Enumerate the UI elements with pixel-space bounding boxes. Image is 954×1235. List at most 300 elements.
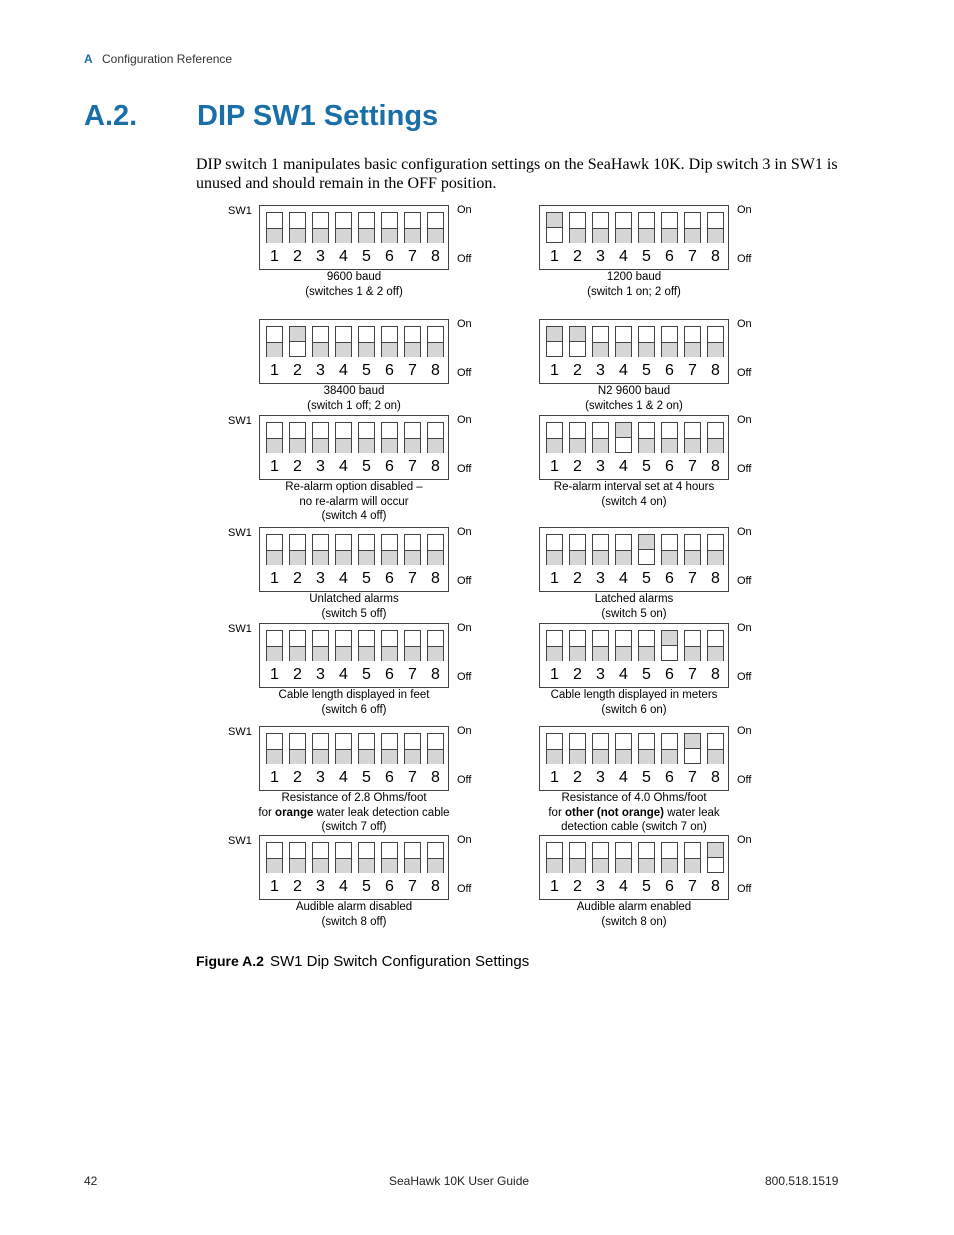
dip-switch-number: 3 xyxy=(316,878,325,895)
dip-switch-number: 1 xyxy=(270,248,279,265)
dip-switch-number: 6 xyxy=(385,570,394,587)
dip-switch-number: 1 xyxy=(550,458,559,475)
dip-switch-number: 2 xyxy=(293,248,302,265)
dip-switch-lever xyxy=(428,858,443,873)
caption-line: Cable length displayed in feet xyxy=(278,689,430,701)
dip-switch-8 xyxy=(427,422,444,453)
off-label: Off xyxy=(737,575,752,587)
on-label: On xyxy=(457,622,472,634)
caption-line: (switch 5 off) xyxy=(321,607,387,620)
dip-switch-6 xyxy=(381,733,398,764)
dip-switch-8 xyxy=(427,842,444,873)
dip-switch-number: 2 xyxy=(573,362,582,379)
dip-panel-audible-enabled xyxy=(508,833,752,948)
dip-switch-2 xyxy=(289,422,306,453)
dip-switch-lever xyxy=(313,646,328,661)
dip-panel-caption xyxy=(508,900,760,929)
dip-switch-lever xyxy=(336,342,351,357)
on-label: On xyxy=(457,204,472,216)
caption-line: for other (not orange) water leak xyxy=(548,806,720,819)
dip-switch-2 xyxy=(569,422,586,453)
dip-switch-1 xyxy=(266,842,283,873)
dip-switch-lever xyxy=(708,749,723,764)
dip-switch-5 xyxy=(638,422,655,453)
dip-switch-lever xyxy=(336,438,351,453)
dip-switch-lever xyxy=(662,858,677,873)
dip-switch-lever xyxy=(267,438,282,453)
dip-switch-5 xyxy=(358,733,375,764)
on-label: On xyxy=(457,414,472,426)
dip-switch-number: 2 xyxy=(573,458,582,475)
dip-switch-1 xyxy=(546,326,563,357)
dip-switch-lever xyxy=(639,228,654,243)
on-label: On xyxy=(457,318,472,330)
dip-switch-lever xyxy=(662,749,677,764)
caption-line: (switch 8 off) xyxy=(321,915,387,928)
dip-switch-number: 7 xyxy=(688,248,697,265)
dip-switch-3 xyxy=(592,534,609,565)
dip-switch-3 xyxy=(592,422,609,453)
dip-switch-lever xyxy=(616,749,631,764)
dip-switch-3 xyxy=(312,212,329,243)
figure-caption-text: SW1 Dip Switch Configuration Settings xyxy=(269,953,530,970)
dip-switch-1 xyxy=(266,326,283,357)
dip-switch-2 xyxy=(569,326,586,357)
dip-switch-lever xyxy=(593,550,608,565)
dip-switch-2 xyxy=(569,630,586,661)
dip-switch-number: 4 xyxy=(619,769,628,786)
dip-switch-8 xyxy=(427,212,444,243)
dip-switch-4 xyxy=(335,534,352,565)
dip-switch-number: 5 xyxy=(362,878,371,895)
dip-switch-number: 6 xyxy=(385,458,394,475)
off-label: Off xyxy=(457,883,472,895)
dip-switch-5 xyxy=(358,326,375,357)
dip-switch-number: 3 xyxy=(316,769,325,786)
dip-switch-number: 6 xyxy=(665,666,674,683)
dip-switch-lever xyxy=(405,749,420,764)
page-title xyxy=(84,100,438,133)
off-label: Off xyxy=(457,671,472,683)
dip-switch-number: 3 xyxy=(596,769,605,786)
dip-panel-cable-meters xyxy=(508,621,752,736)
dip-switch-number: 5 xyxy=(642,458,651,475)
off-label: Off xyxy=(737,883,752,895)
caption-line: (switches 1 & 2 off) xyxy=(305,285,403,298)
dip-switch-number: 8 xyxy=(431,878,440,895)
dip-switch-number: 7 xyxy=(688,458,697,475)
dip-switch-4 xyxy=(615,534,632,565)
dip-panel-caption xyxy=(508,480,760,509)
dip-switch-7 xyxy=(684,842,701,873)
dip-switch-number: 4 xyxy=(339,248,348,265)
dip-switch-2 xyxy=(289,326,306,357)
off-label: Off xyxy=(737,671,752,683)
dip-switch-8 xyxy=(707,733,724,764)
dip-switch-2 xyxy=(569,534,586,565)
dip-switch-lever xyxy=(708,438,723,453)
dip-switch-lever xyxy=(336,228,351,243)
on-label: On xyxy=(737,414,752,426)
off-label: Off xyxy=(737,463,752,475)
dip-switch-number: 3 xyxy=(316,570,325,587)
dip-switch-1 xyxy=(266,422,283,453)
caption-line: 38400 baud xyxy=(323,385,385,397)
dip-panel-caption xyxy=(508,791,760,835)
dip-switch-1 xyxy=(266,534,283,565)
dip-switch-lever xyxy=(428,646,443,661)
dip-switch-number: 7 xyxy=(408,458,417,475)
caption-line: Re-alarm option disabled – xyxy=(285,481,423,493)
dip-switch-7 xyxy=(684,630,701,661)
dip-switch-lever xyxy=(405,550,420,565)
dip-switch-6 xyxy=(381,534,398,565)
dip-switch-2 xyxy=(289,630,306,661)
dip-switch-lever xyxy=(290,646,305,661)
caption-line: no re-alarm will occur xyxy=(299,495,409,508)
dip-panel-cable-feet xyxy=(228,621,472,736)
dip-switch-6 xyxy=(661,534,678,565)
dip-switch-6 xyxy=(381,422,398,453)
dip-switch-lever xyxy=(593,858,608,873)
dip-switch-number: 3 xyxy=(596,878,605,895)
figure-label: Figure A.2 xyxy=(196,953,264,969)
dip-switch-number: 1 xyxy=(550,878,559,895)
caption-line: Audible alarm enabled xyxy=(576,901,692,913)
dip-panel-resistance-2-8 xyxy=(228,724,472,839)
caption-line: 9600 baud xyxy=(326,271,382,283)
dip-switch-7 xyxy=(404,733,421,764)
off-label: Off xyxy=(457,575,472,587)
dip-switch-lever xyxy=(405,228,420,243)
dip-switch-5 xyxy=(638,326,655,357)
dip-panel-caption xyxy=(508,384,760,413)
dip-switch-8 xyxy=(707,842,724,873)
dip-switch-lever xyxy=(290,858,305,873)
dip-switch-number: 6 xyxy=(665,458,674,475)
dip-switch-1 xyxy=(546,842,563,873)
dip-switch-number: 5 xyxy=(642,878,651,895)
dip-switch-lever xyxy=(639,535,654,550)
dip-switch-number: 4 xyxy=(339,878,348,895)
on-label: On xyxy=(737,318,752,330)
caption-line: (switch 4 off) xyxy=(321,510,387,522)
dip-switch-number: 6 xyxy=(385,248,394,265)
sw1-label: SW1 xyxy=(228,527,252,539)
dip-switch-lever xyxy=(290,749,305,764)
dip-switch-8 xyxy=(707,326,724,357)
on-label: On xyxy=(737,622,752,634)
dip-panel-realarm-disabled xyxy=(228,413,472,528)
dip-switch-1 xyxy=(546,212,563,243)
dip-switch-block xyxy=(539,319,729,384)
dip-switch-lever xyxy=(359,646,374,661)
dip-switch-3 xyxy=(592,326,609,357)
dip-switch-number: 5 xyxy=(642,666,651,683)
dip-switch-1 xyxy=(546,733,563,764)
dip-switch-lever xyxy=(662,342,677,357)
dip-switch-7 xyxy=(404,842,421,873)
dip-switch-block xyxy=(259,205,449,270)
on-label: On xyxy=(457,834,472,846)
dip-switch-number: 4 xyxy=(339,769,348,786)
dip-switch-8 xyxy=(707,630,724,661)
caption-line: 1200 baud xyxy=(606,271,662,283)
footer-title: SeaHawk 10K User Guide xyxy=(389,1174,530,1188)
caption-line: (switch 4 on) xyxy=(601,495,667,508)
caption-line: (switch 8 on) xyxy=(601,915,667,928)
dip-switch-number: 1 xyxy=(550,666,559,683)
footer-page-number: 42 xyxy=(84,1174,98,1188)
dip-switch-8 xyxy=(427,534,444,565)
dip-switch-lever xyxy=(313,438,328,453)
dip-switch-7 xyxy=(684,326,701,357)
dip-panel-caption xyxy=(228,688,480,717)
dip-panel-caption xyxy=(228,270,480,299)
dip-switch-number: 3 xyxy=(596,248,605,265)
dip-switch-block xyxy=(259,319,449,384)
dip-switch-number: 4 xyxy=(339,362,348,379)
dip-switch-number: 5 xyxy=(362,458,371,475)
dip-switch-lever xyxy=(547,858,562,873)
off-label: Off xyxy=(737,367,752,379)
dip-switch-number: 8 xyxy=(431,666,440,683)
sw1-label: SW1 xyxy=(228,835,252,847)
dip-switch-6 xyxy=(661,842,678,873)
dip-switch-3 xyxy=(312,842,329,873)
dip-switch-2 xyxy=(569,842,586,873)
dip-switch-number: 1 xyxy=(270,362,279,379)
dip-switch-number: 6 xyxy=(665,570,674,587)
dip-switch-number: 5 xyxy=(642,362,651,379)
dip-switch-1 xyxy=(546,534,563,565)
dip-switch-7 xyxy=(404,534,421,565)
dip-switch-number: 8 xyxy=(711,570,720,587)
dip-switch-number: 6 xyxy=(385,878,394,895)
caption-line: (switch 5 on) xyxy=(601,607,667,620)
dip-switch-3 xyxy=(592,630,609,661)
dip-switch-lever xyxy=(290,327,305,342)
dip-switch-number: 8 xyxy=(711,458,720,475)
dip-switch-4 xyxy=(335,212,352,243)
dip-switch-number: 3 xyxy=(316,248,325,265)
dip-switch-block xyxy=(539,527,729,592)
dip-switch-7 xyxy=(684,212,701,243)
dip-switch-number: 4 xyxy=(619,362,628,379)
dip-panel-caption xyxy=(508,270,760,299)
dip-switch-number: 8 xyxy=(711,248,720,265)
caption-line: for orange water leak detection cable xyxy=(258,806,450,819)
dip-switch-lever xyxy=(428,342,443,357)
dip-switch-number: 1 xyxy=(270,458,279,475)
dip-switch-lever xyxy=(313,858,328,873)
caption-line: Resistance of 2.8 Ohms/foot xyxy=(281,792,427,804)
dip-switch-lever xyxy=(547,749,562,764)
footer-phone: 800.518.1519 xyxy=(765,1174,839,1188)
on-label: On xyxy=(737,725,752,737)
dip-switch-number: 1 xyxy=(550,769,559,786)
dip-switch-lever xyxy=(359,342,374,357)
dip-switch-lever xyxy=(382,646,397,661)
sw1-label: SW1 xyxy=(228,726,252,738)
dip-switch-lever xyxy=(685,228,700,243)
on-label: On xyxy=(737,526,752,538)
on-label: On xyxy=(457,526,472,538)
dip-switch-lever xyxy=(547,327,562,342)
dip-switch-6 xyxy=(661,630,678,661)
dip-switch-lever xyxy=(570,327,585,342)
dip-switch-5 xyxy=(358,534,375,565)
dip-switch-number: 8 xyxy=(711,666,720,683)
dip-switch-1 xyxy=(266,212,283,243)
caption-line: (switch 7 off) xyxy=(321,821,387,833)
dip-switch-number: 1 xyxy=(550,248,559,265)
dip-switch-lever xyxy=(547,438,562,453)
dip-switch-lever xyxy=(708,228,723,243)
dip-switch-8 xyxy=(707,534,724,565)
dip-switch-number: 2 xyxy=(573,570,582,587)
dip-switch-number: 6 xyxy=(665,362,674,379)
dip-switch-block xyxy=(539,415,729,480)
dip-switch-lever xyxy=(708,843,723,858)
dip-switch-number: 7 xyxy=(408,362,417,379)
dip-switch-lever xyxy=(290,550,305,565)
section-number: A.2. xyxy=(84,100,138,132)
dip-switch-number: 7 xyxy=(408,666,417,683)
dip-switch-number: 3 xyxy=(596,666,605,683)
dip-switch-lever xyxy=(359,438,374,453)
dip-switch-number: 6 xyxy=(665,878,674,895)
dip-switch-5 xyxy=(638,534,655,565)
dip-switch-lever xyxy=(662,438,677,453)
dip-switch-number: 7 xyxy=(688,878,697,895)
dip-switch-4 xyxy=(335,733,352,764)
dip-switch-1 xyxy=(266,630,283,661)
figure-caption xyxy=(196,953,529,970)
dip-switch-5 xyxy=(638,733,655,764)
dip-switch-5 xyxy=(358,212,375,243)
dip-switch-lever xyxy=(616,550,631,565)
dip-switch-block xyxy=(259,726,449,791)
caption-line: Audible alarm disabled xyxy=(295,901,413,913)
dip-switch-lever xyxy=(570,438,585,453)
dip-switch-lever xyxy=(570,228,585,243)
dip-switch-number: 1 xyxy=(270,769,279,786)
dip-switch-4 xyxy=(335,630,352,661)
dip-switch-number: 3 xyxy=(316,458,325,475)
dip-switch-6 xyxy=(381,212,398,243)
off-label: Off xyxy=(737,253,752,265)
dip-switch-block xyxy=(259,415,449,480)
dip-switch-4 xyxy=(615,422,632,453)
dip-switch-lever xyxy=(593,342,608,357)
dip-switch-block xyxy=(539,205,729,270)
dip-switch-block xyxy=(539,623,729,688)
dip-switch-number: 8 xyxy=(431,458,440,475)
dip-switch-8 xyxy=(427,733,444,764)
dip-switch-3 xyxy=(312,630,329,661)
dip-panel-9600-baud xyxy=(228,203,472,318)
dip-switch-number: 2 xyxy=(573,769,582,786)
dip-switch-6 xyxy=(661,212,678,243)
dip-switch-lever xyxy=(685,438,700,453)
dip-switch-lever xyxy=(267,749,282,764)
appendix-letter: A xyxy=(84,52,93,66)
dip-switch-number: 7 xyxy=(688,362,697,379)
dip-switch-4 xyxy=(615,842,632,873)
dip-switch-lever xyxy=(405,858,420,873)
dip-switch-number: 6 xyxy=(385,769,394,786)
dip-switch-6 xyxy=(381,326,398,357)
dip-switch-number: 8 xyxy=(431,248,440,265)
caption-line: detection cable (switch 7 on) xyxy=(561,821,707,833)
dip-switch-block xyxy=(259,623,449,688)
off-label: Off xyxy=(737,774,752,786)
dip-switch-7 xyxy=(404,422,421,453)
dip-switch-number: 8 xyxy=(711,769,720,786)
dip-switch-lever xyxy=(382,858,397,873)
dip-switch-lever xyxy=(428,438,443,453)
dip-switch-lever xyxy=(547,550,562,565)
dip-panel-caption xyxy=(228,480,480,524)
caption-line: Resistance of 4.0 Ohms/foot xyxy=(561,792,707,804)
dip-switch-lever xyxy=(593,438,608,453)
running-header xyxy=(84,52,232,66)
dip-switch-3 xyxy=(592,842,609,873)
dip-switch-number: 8 xyxy=(711,878,720,895)
dip-switch-lever xyxy=(359,749,374,764)
dip-switch-number: 7 xyxy=(688,769,697,786)
caption-line: (switch 1 off; 2 on) xyxy=(307,399,401,412)
dip-switch-lever xyxy=(405,342,420,357)
dip-switch-7 xyxy=(404,212,421,243)
dip-switch-number: 4 xyxy=(339,570,348,587)
dip-switch-7 xyxy=(404,326,421,357)
off-label: Off xyxy=(457,253,472,265)
dip-switch-number: 4 xyxy=(619,570,628,587)
dip-switch-lever xyxy=(570,749,585,764)
dip-switch-7 xyxy=(404,630,421,661)
dip-switch-number: 4 xyxy=(619,458,628,475)
on-label: On xyxy=(457,725,472,737)
dip-panel-resistance-4-0 xyxy=(508,724,752,839)
dip-switch-1 xyxy=(266,733,283,764)
dip-switch-2 xyxy=(289,842,306,873)
dip-switch-number: 4 xyxy=(619,666,628,683)
dip-switch-4 xyxy=(335,326,352,357)
dip-switch-5 xyxy=(358,630,375,661)
dip-switch-lever xyxy=(313,228,328,243)
dip-switch-number: 2 xyxy=(293,769,302,786)
dip-switch-number: 6 xyxy=(665,769,674,786)
dip-switch-lever xyxy=(290,228,305,243)
dip-switch-lever xyxy=(685,734,700,749)
dip-switch-lever xyxy=(570,646,585,661)
dip-switch-lever xyxy=(662,631,677,646)
dip-switch-4 xyxy=(615,212,632,243)
dip-panel-realarm-4-hours xyxy=(508,413,752,528)
dip-switch-number: 2 xyxy=(573,666,582,683)
dip-switch-number: 7 xyxy=(688,666,697,683)
dip-switch-number: 5 xyxy=(642,248,651,265)
dip-switch-3 xyxy=(312,422,329,453)
dip-panel-caption xyxy=(508,592,760,621)
intro-paragraph: DIP switch 1 manipulates basic configuration settings on the SeaHawk 10K. Dip switch 3 in SW1 is unused and should remain in the OFF position. xyxy=(196,156,838,192)
dip-switch-lever xyxy=(428,228,443,243)
dip-switch-5 xyxy=(358,842,375,873)
dip-switch-lever xyxy=(639,646,654,661)
dip-switch-2 xyxy=(569,733,586,764)
